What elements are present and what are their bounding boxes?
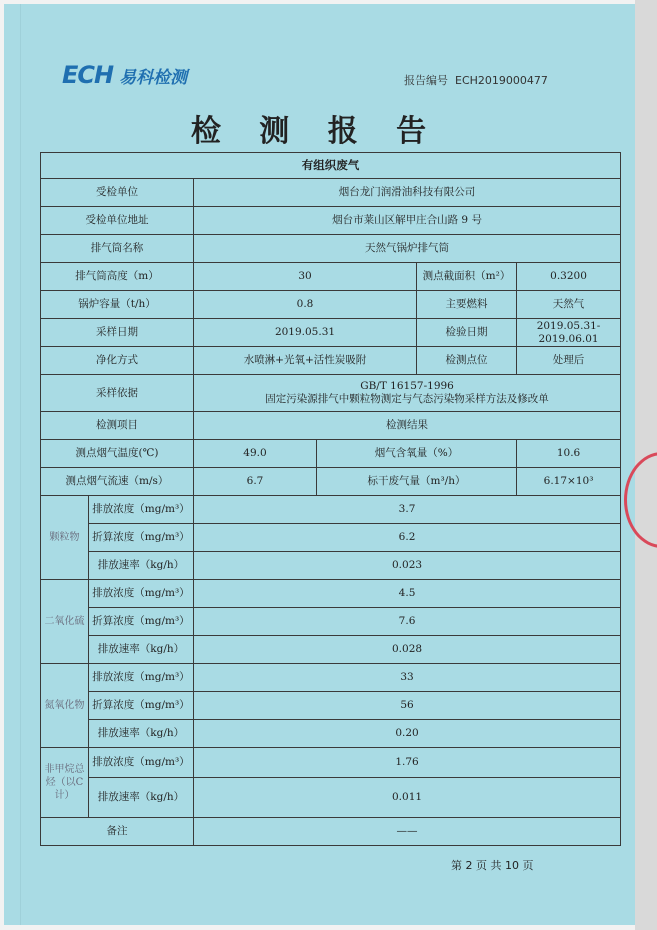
pair-label: 检验日期 [417,319,517,347]
group-value: 0.011 [194,778,621,818]
section-title: 有组织废气 [41,153,621,179]
pair-label: 检测点位 [417,347,517,375]
pair-label: 锅炉容量（t/h） [41,291,194,319]
group-value: 0.023 [194,552,621,580]
group-param: 排放浓度（mg/m³） [89,580,194,608]
flue-value: 49.0 [194,440,317,468]
group-value: 7.6 [194,608,621,636]
pair-value: 2019.05.31-2019.06.01 [517,319,621,347]
remark-label: 备注 [41,818,194,846]
group-param: 排放浓度（mg/m³） [89,496,194,524]
group-value: 0.028 [194,636,621,664]
pair-value: 30 [194,263,417,291]
basis-value [194,375,621,412]
pair-value: 0.8 [194,291,417,319]
basis-standard: GB/T 16157-1996 [360,380,454,392]
pair-label: 采样日期 [41,319,194,347]
pair-label: 主要燃料 [417,291,517,319]
info-label: 受检单位 [41,179,194,207]
pair-label: 排气筒高度（m） [41,263,194,291]
flue-label: 测点烟气流速（m/s） [41,468,194,496]
remark-value: —— [194,818,621,846]
flue-value: 10.6 [517,440,621,468]
group-name-nox: 氮氧化物 [41,664,89,748]
group-param: 排放浓度（mg/m³） [89,748,194,778]
flue-label: 标干废气量（m³/h） [317,468,517,496]
info-value: 烟台市莱山区解甲庄合山路 9 号 [194,207,621,235]
group-param: 排放速率（kg/h） [89,778,194,818]
company-logo [62,62,187,88]
page-number: 第 2 页 共 10 页 [451,859,534,872]
pair-value: 处理后 [517,347,621,375]
pair-value: 水喷淋+光氧+活性炭吸附 [194,347,417,375]
group-param: 折算浓度（mg/m³） [89,524,194,552]
flue-value: 6.7 [194,468,317,496]
group-param: 排放速率（kg/h） [89,636,194,664]
info-label: 排气筒名称 [41,235,194,263]
flue-label: 烟气含氧量（%） [317,440,517,468]
flue-label: 测点烟气温度(℃) [41,440,194,468]
group-value: 33 [194,664,621,692]
group-value: 4.5 [194,580,621,608]
pair-value: 天然气 [517,291,621,319]
report-number-label: 报告编号 [404,74,448,87]
basis-title: 固定污染源排气中颗粒物测定与气态污染物采样方法及修改单 [265,393,549,405]
result-head-value: 检测结果 [194,412,621,440]
logo-mark: ECH [62,61,114,89]
logo-text: 易科检测 [119,67,188,88]
group-param: 折算浓度（mg/m³） [89,608,194,636]
basis-label: 采样依据 [41,375,194,412]
info-label: 受检单位地址 [41,207,194,235]
group-value: 6.2 [194,524,621,552]
report-number-value: ECH2019000477 [455,74,548,87]
pair-value: 2019.05.31 [194,319,417,347]
group-param: 排放速率（kg/h） [89,552,194,580]
flue-value: 6.17×10³ [517,468,621,496]
group-name-particulate: 颗粒物 [41,496,89,580]
result-head-label: 检测项目 [41,412,194,440]
group-param: 折算浓度（mg/m³） [89,692,194,720]
report-number [404,72,548,88]
group-param: 排放浓度（mg/m³） [89,664,194,692]
pair-label: 测点截面积（m²） [417,263,517,291]
info-value: 烟台龙门润滑油科技有限公司 [194,179,621,207]
pair-label: 净化方式 [41,347,194,375]
info-value: 天然气锅炉排气筒 [194,235,621,263]
group-value: 1.76 [194,748,621,778]
group-name-so2: 二氧化硫 [41,580,89,664]
page-title: 检 测 报 告 [190,114,441,149]
group-value: 56 [194,692,621,720]
pair-value: 0.3200 [517,263,621,291]
group-value: 3.7 [194,496,621,524]
group-name-nmhc: 非甲烷总烃（以C计） [41,748,89,818]
group-value: 0.20 [194,720,621,748]
report-table [40,152,621,846]
group-param: 排放速率（kg/h） [89,720,194,748]
